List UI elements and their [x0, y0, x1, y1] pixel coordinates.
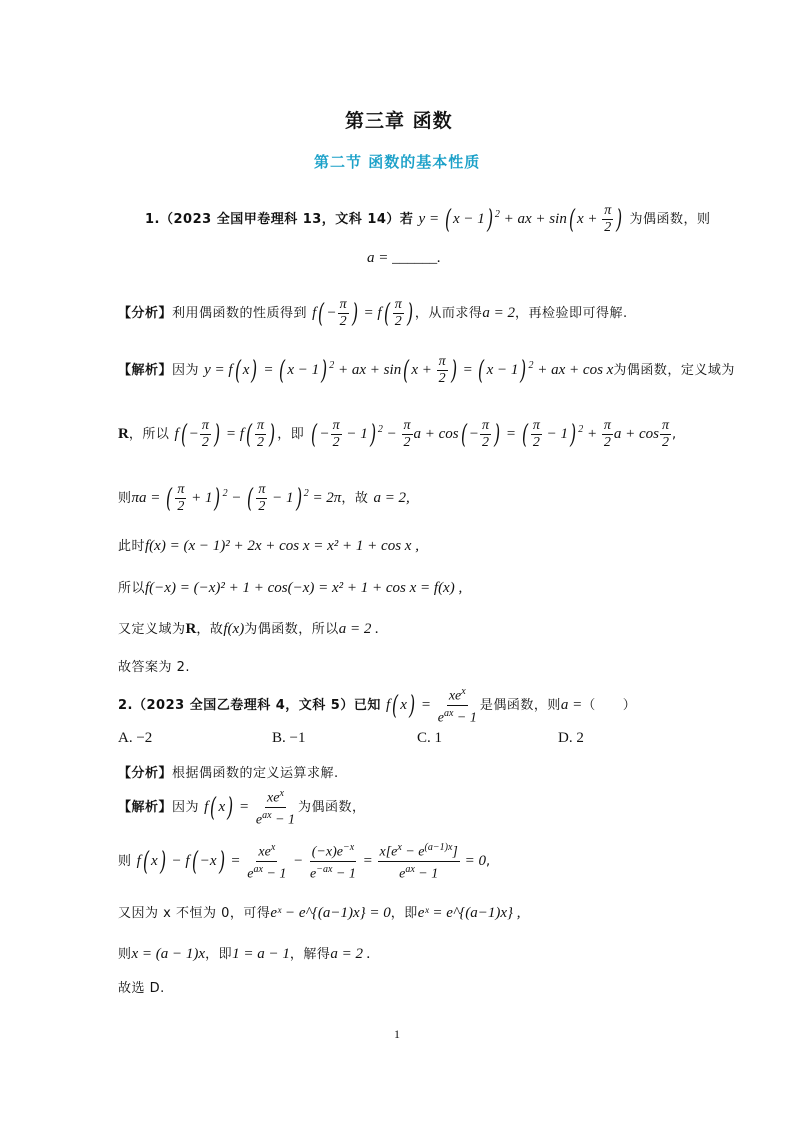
q2-solution-line-3: 又因为 x 不恒为 0，可得eˣ − e^{(a−1)x} = 0，即eˣ = e^{(a−1)x} ,	[118, 905, 521, 921]
question-1-expression: y = ( x − 1) $^2$ + ax + sin( x + $\frac{\pi}{2}$ )	[418, 203, 623, 236]
q1-analysis: 【分析】利用偶函数的性质得到 f( − $\frac{\pi}{2}$ ) = f( $\frac{\pi}{2}$ ) ，从而求得a = 2，再检验即可得解.	[118, 297, 628, 330]
option-a[interactable]: A. −2	[118, 730, 153, 746]
q1-solution-line-5: 所以f(−x) = (−x)² + 1 + cos(−x) = x² + 1 + cos x = f(x) ,	[118, 580, 463, 596]
q1-solution-line-4: 此时f(x) = (x − 1)² + 2x + cos x = x² + 1 + cos x ,	[118, 538, 419, 554]
q1-solution-line-6: 又定义域为R，故f(x)为偶函数，所以a = 2 .	[118, 621, 379, 637]
question-2-head: 2.（2023 全国乙卷理科 4，文科 5）已知	[118, 698, 381, 713]
solution-tag: 【解析】	[118, 363, 173, 378]
chapter-title: 第三章 函数	[345, 110, 453, 132]
question-1-blank: a = ______.	[367, 250, 441, 266]
q1-solution-line-1: 【解析】因为 y = f( x) = ( x − 1) $^2$ + ax + sin( x + $\frac{\pi}{2}$ ) = ( x − 1) $^2$ + ax + cos x为偶函数，定义域为	[118, 354, 735, 387]
q2-answer: 故选 D.	[118, 981, 165, 996]
question-1	[145, 195, 711, 240]
q1-answer: 故答案为 2.	[118, 660, 191, 675]
question-2: 2.（2023 全国乙卷理科 4，文科 5）已知 f( x) = $\frac{xe^x}{e^{ax} - 1}$ 是偶函数，则a =（ ）	[118, 686, 637, 726]
q2-analysis: 【分析】根据偶函数的定义运算求解.	[118, 766, 339, 781]
analysis-equation: f( − $\frac{\pi}{2}$ ) = f( $\frac{\pi}{2}$ )	[312, 297, 413, 330]
question-1-tail: 为偶函数，则	[629, 212, 711, 227]
q2-solution-line-4: 则x = (a − 1)x，即1 = a − 1，解得a = 2 .	[118, 946, 371, 962]
q2-solution-line-2: 则 f( x) − f( −x) = $\frac{xe^x}{e^{ax} - 1}$ − $\frac{(-x)e^{-x}}{e^{-ax} - 1}$ = $\frac{x[e^x - e^{(a-1)x}]}{e^{ax} - 1}$ = 0,	[118, 842, 491, 882]
question-1-head: 1.（2023 全国甲卷理科 13，文科 14）若	[145, 212, 414, 227]
page-number: 1	[394, 1027, 400, 1041]
option-b[interactable]: B. −1	[272, 730, 306, 746]
q1-solution-line-2: R，所以 f( − $\frac{\pi}{2}$ ) = f( $\frac{\pi}{2}$ ) ，即 ( − $\frac{\pi}{2}$ − 1) $^2$ − $\frac{\pi}{2}$ a + cos( − $\frac{\pi}{2}$ ) = ( $\frac{\pi}{2}$ − 1) $^2$ + $\frac{\pi}{2}$ a + cos $\frac{\pi}{2}$ ,	[118, 418, 677, 451]
q2-solution-line-1: 【解析】因为 f( x) = $\frac{xe^x}{e^{ax} - 1}$ 为偶函数，	[118, 788, 366, 828]
option-c[interactable]: C. 1	[417, 730, 443, 746]
section-title: 第二节 函数的基本性质	[314, 153, 481, 171]
analysis-tag: 【分析】	[118, 306, 173, 321]
option-d[interactable]: D. 2	[558, 730, 584, 746]
q1-solution-line-3: 则πa = ( $\frac{\pi}{2}$ + 1) $^2$ − ( $\frac{\pi}{2}$ − 1) $^2$ = 2π，故 a = 2,	[118, 482, 410, 515]
